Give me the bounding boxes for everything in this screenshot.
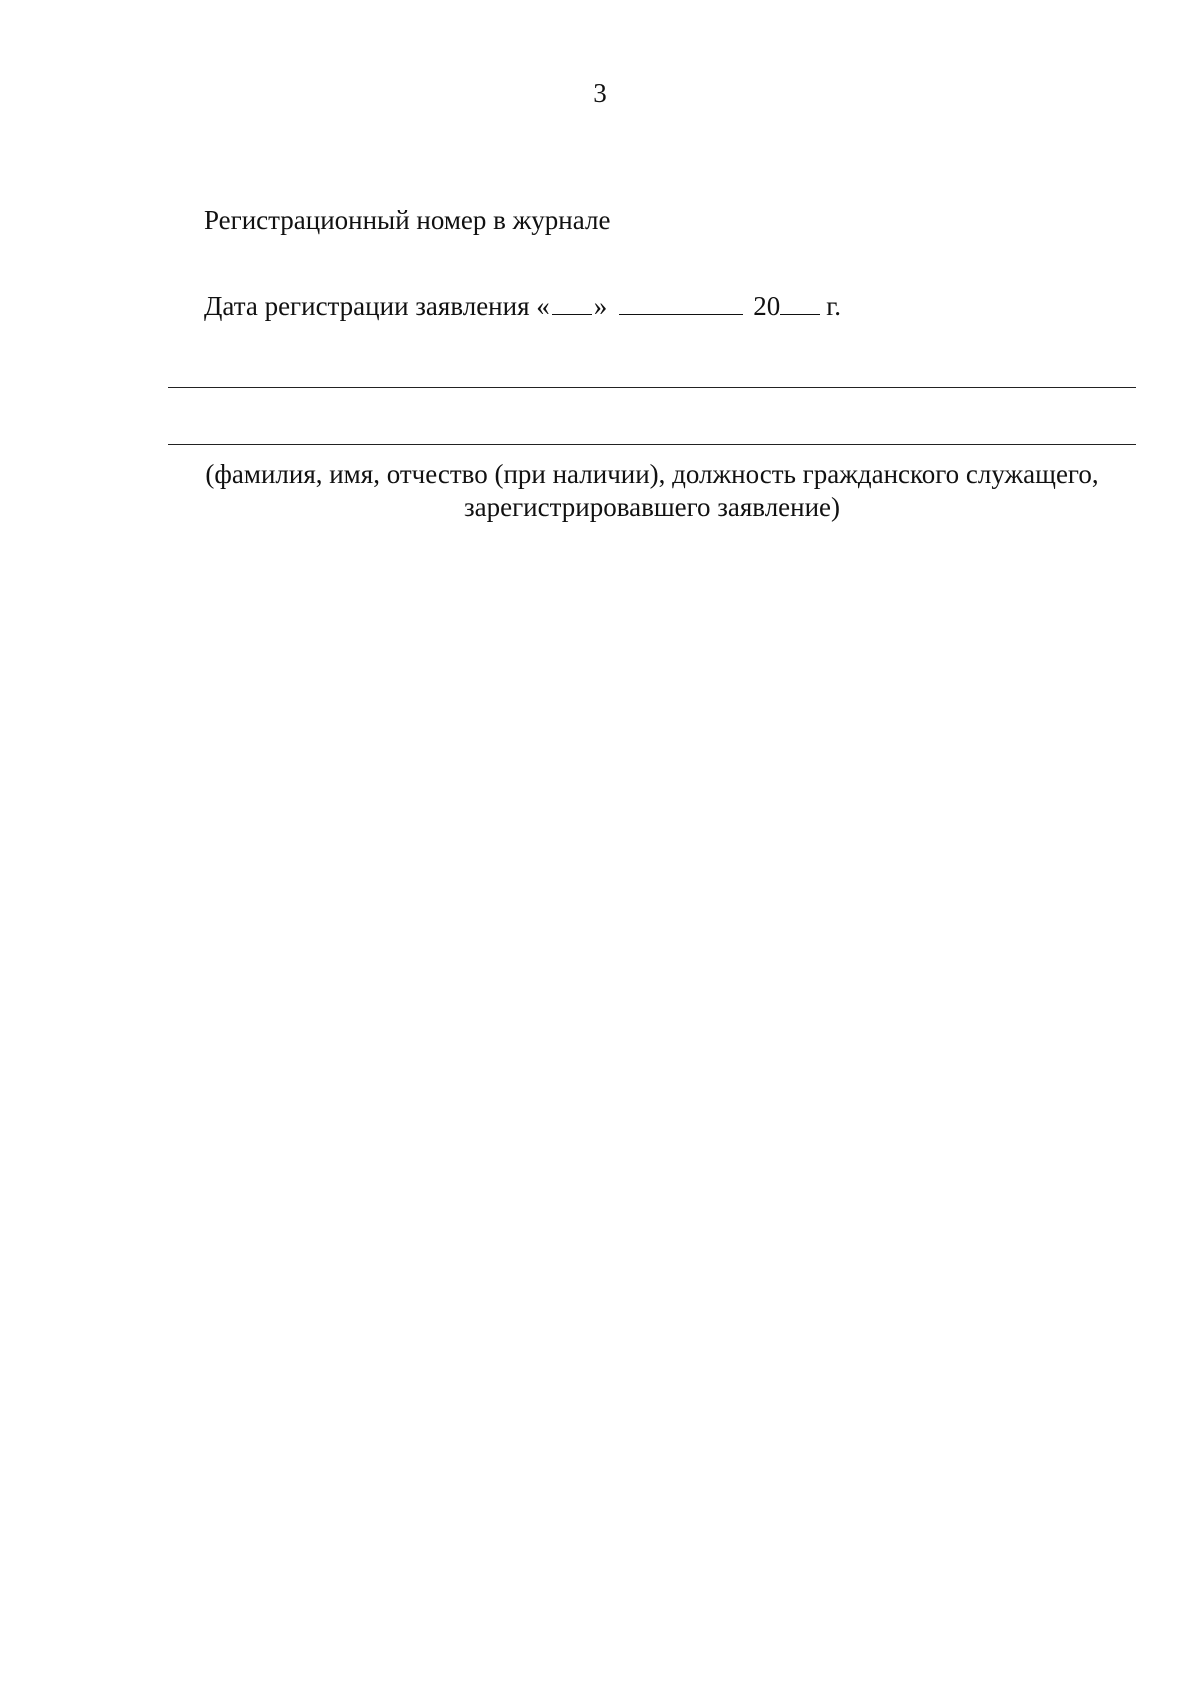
quote-open: «: [536, 291, 550, 321]
signature-caption: [168, 458, 1136, 524]
day-blank-field[interactable]: [552, 290, 592, 315]
registration-number-label: Регистрационный номер в журнале: [204, 205, 611, 235]
signature-line-1[interactable]: [168, 387, 1136, 388]
signature-caption-line-1: (фамилия, имя, отчество (при наличии), должность гражданского служащего,: [205, 459, 1099, 489]
registration-date-label: Дата регистрации заявления: [204, 291, 530, 321]
quote-close: »: [593, 291, 608, 321]
year-suffix: г.: [826, 291, 842, 321]
year-prefix: 20: [753, 291, 781, 321]
signature-line-2[interactable]: [168, 444, 1136, 445]
month-blank-field[interactable]: [619, 290, 743, 315]
page-number: 3: [593, 78, 607, 108]
registration-date-line: [204, 290, 841, 322]
year-blank-field[interactable]: [780, 290, 820, 315]
signature-caption-line-2: зарегистрировавшего заявление): [463, 492, 841, 522]
